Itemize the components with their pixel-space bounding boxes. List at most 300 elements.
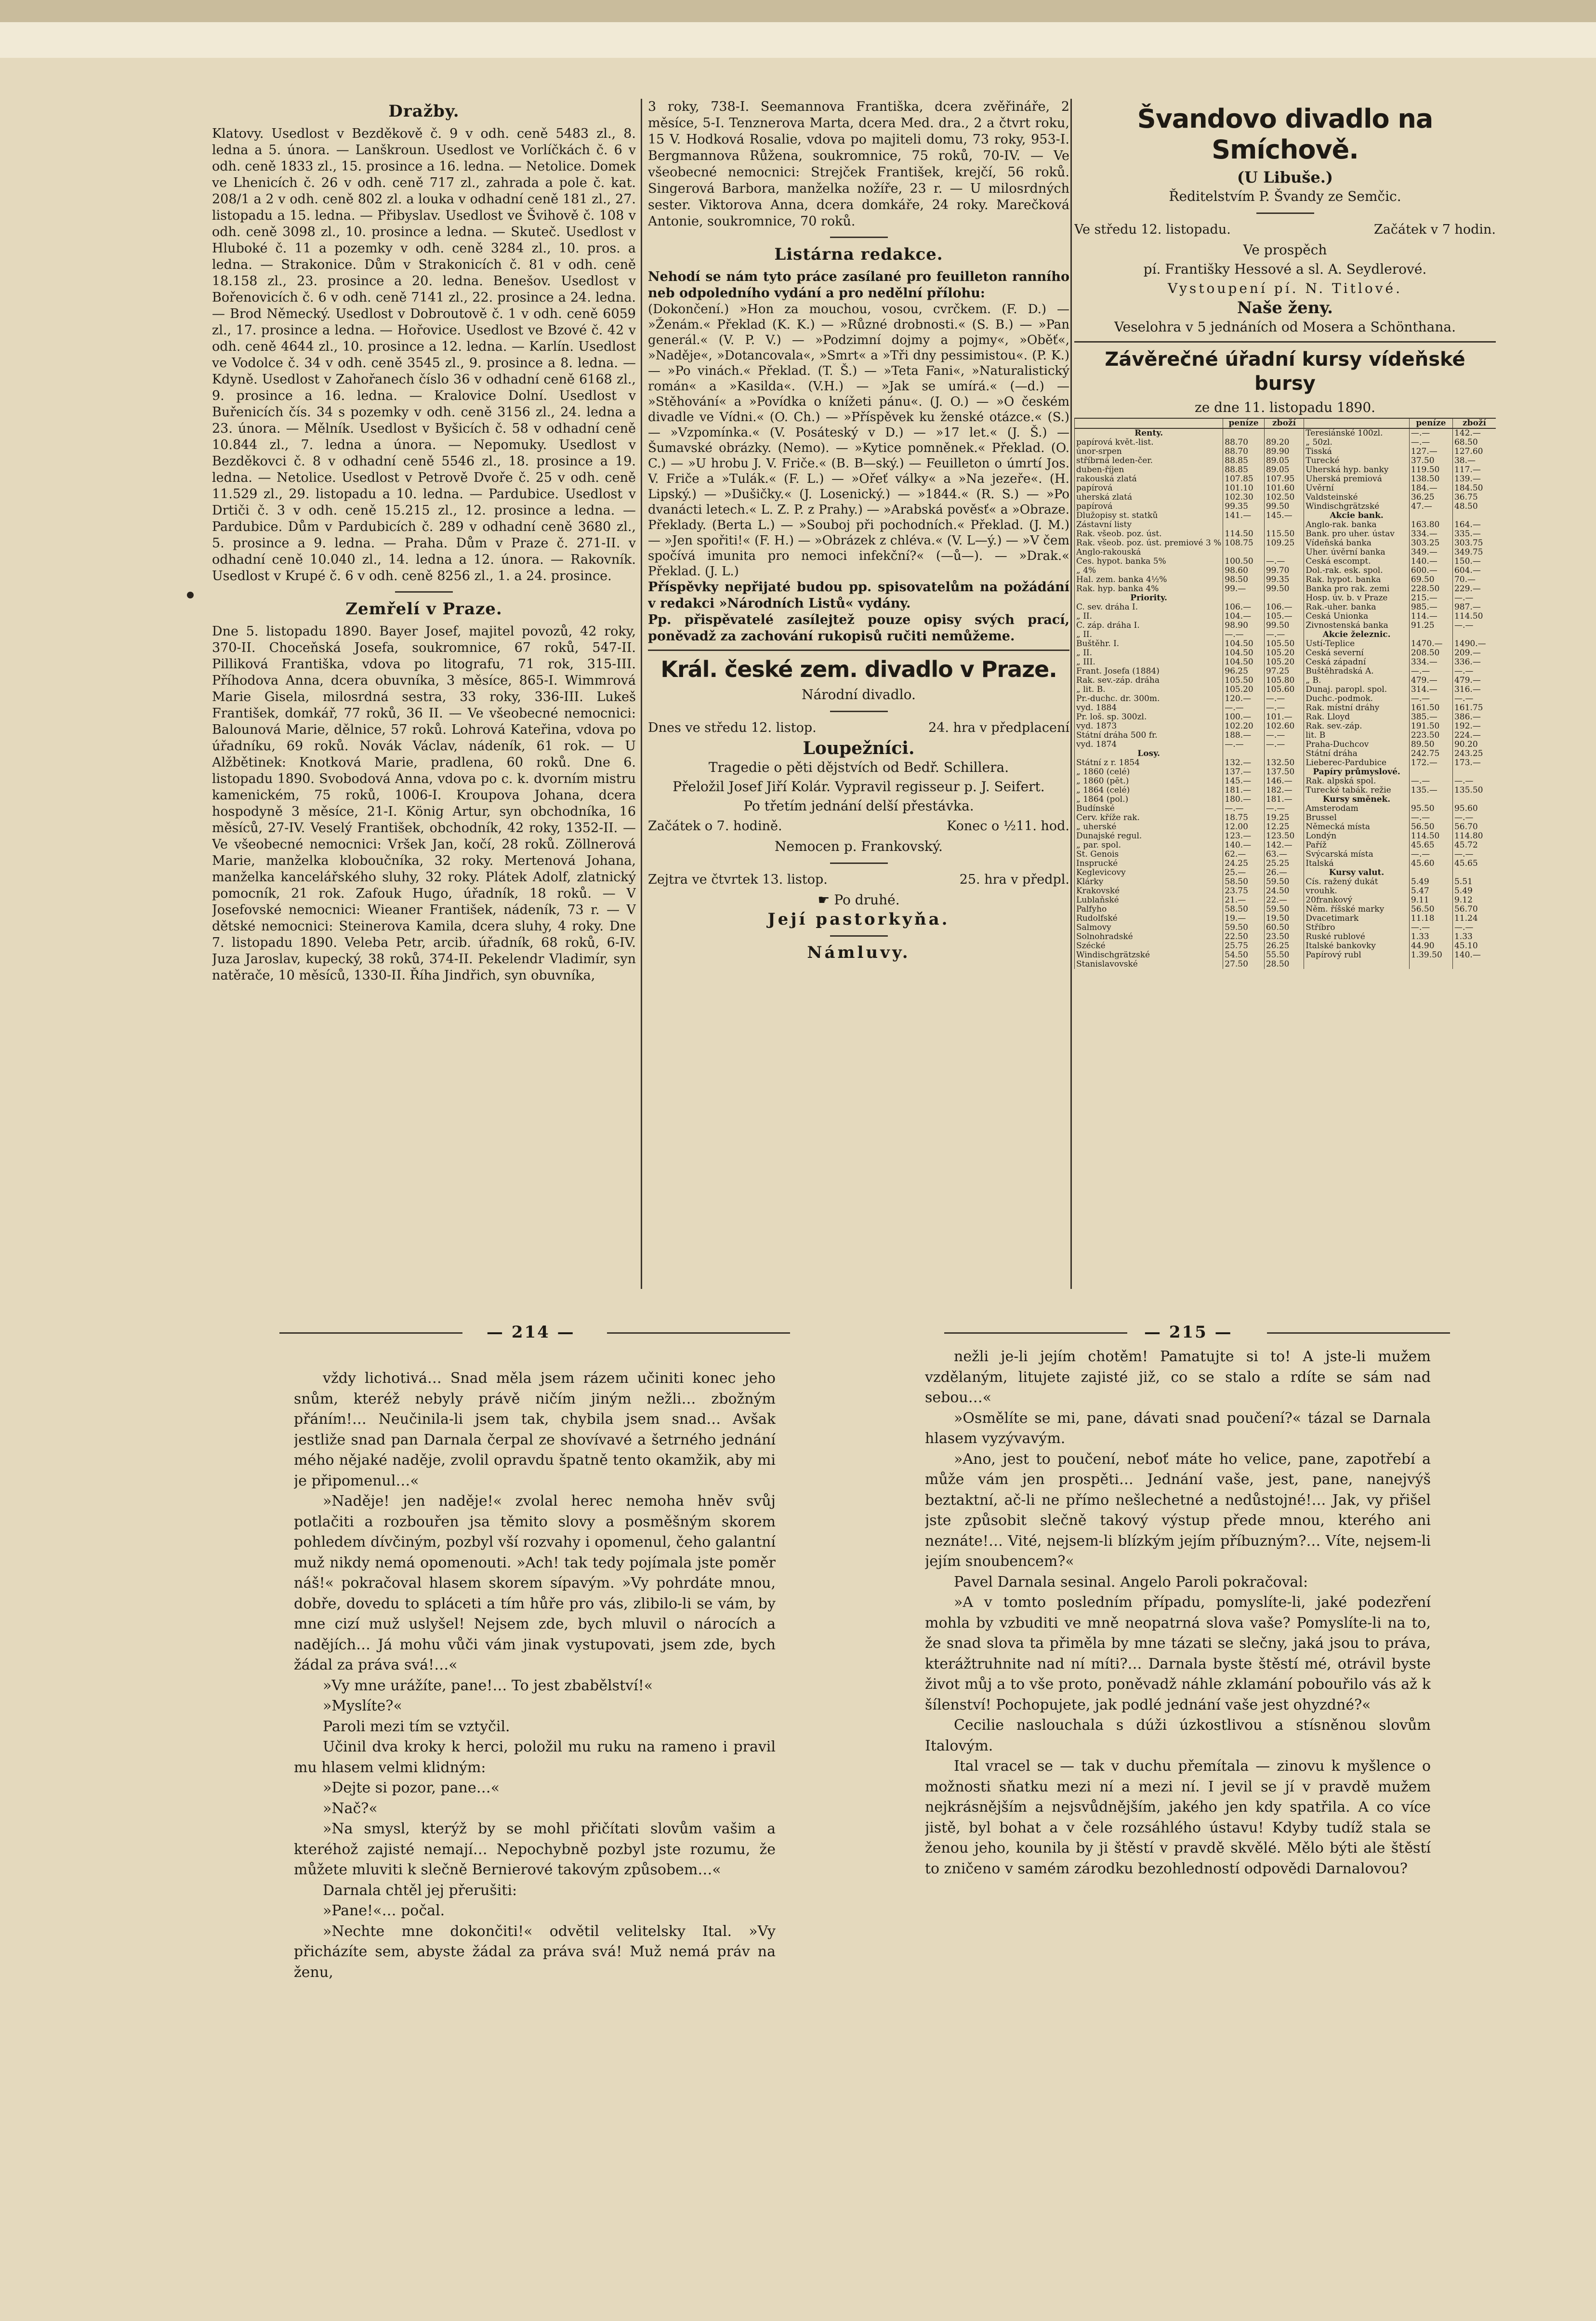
table-cell: 123.50 — [1264, 832, 1304, 841]
table-cell: Krakovské — [1075, 887, 1223, 896]
table-cell: 479.— — [1409, 676, 1452, 685]
table-row — [1075, 795, 1496, 804]
table-cell: Buštěhr. I. — [1075, 639, 1223, 649]
table-cell: 99.70 — [1264, 566, 1304, 575]
table-cell: 119.50 — [1409, 465, 1452, 475]
table-cell: 56.70 — [1452, 822, 1496, 832]
table-cell: 209.— — [1452, 649, 1496, 658]
table-cell: 68.50 — [1452, 438, 1496, 447]
table-cell: 91.25 — [1409, 621, 1452, 630]
table-row — [1075, 511, 1496, 520]
paragraph: Učinil dva kroky k herci, položil mu ruku na rameno i pravil mu hlasem velmi klidným: — [294, 1738, 776, 1776]
table-cell: —.— — [1409, 694, 1452, 703]
table-cell: Palfyho — [1075, 905, 1223, 914]
table-cell: 88.70 — [1223, 447, 1265, 456]
table-row — [1075, 951, 1496, 960]
listarna-note-1: Příspěvky nepřijaté budou pp. spisovatelům na požádání v redakci »Národních Listů« vydány. — [648, 580, 1069, 611]
table-cell: 19.25 — [1264, 813, 1304, 822]
table-cell: 385.— — [1409, 713, 1452, 722]
table-cell: —.— — [1409, 813, 1452, 822]
table-cell: —.— — [1264, 557, 1304, 566]
table-cell: 349.75 — [1452, 548, 1496, 557]
table-cell: 142.— — [1264, 841, 1304, 850]
table-cell: Anglo-rakouská — [1075, 548, 1223, 557]
table-cell — [1264, 749, 1304, 758]
table-cell: 107.95 — [1264, 475, 1304, 484]
table-cell — [1452, 768, 1496, 777]
table-cell: 21.— — [1223, 896, 1265, 905]
table-cell: Kursy valut. — [1304, 868, 1410, 877]
table-cell: Státní dráha — [1304, 749, 1410, 758]
table-cell: Buštěhradská A. — [1304, 667, 1410, 676]
table-row — [1075, 713, 1496, 722]
table-cell: 135.50 — [1452, 786, 1496, 795]
table-cell: Dol.-rak. esk. spol. — [1304, 566, 1410, 575]
hand-pointer-icon: ☛ — [818, 892, 830, 908]
table-cell: Česká escompt. — [1304, 557, 1410, 566]
table-cell: 188.— — [1223, 731, 1265, 740]
table-cell: 89.20 — [1264, 438, 1304, 447]
column-right — [1074, 99, 1496, 1294]
table-cell: papírová květ.-list. — [1075, 438, 1223, 447]
table-cell: papírová — [1075, 484, 1223, 493]
table-row — [1075, 539, 1496, 548]
table-cell: Papíry průmyslové. — [1304, 768, 1410, 777]
table-cell: „ 1864 (celé) — [1075, 786, 1223, 795]
table-cell: Amsterodam — [1304, 804, 1410, 813]
table-cell: 62.— — [1223, 850, 1265, 859]
table-cell: Duchc.-podmok. — [1304, 694, 1410, 703]
table-cell — [1452, 795, 1496, 804]
table-cell: 987.— — [1452, 603, 1496, 612]
column-divider-1 — [641, 99, 642, 1289]
page-top-edge — [0, 0, 1596, 22]
table-cell: Rak.-uher. banka — [1304, 603, 1410, 612]
table-cell: Rak. alpská spol. — [1304, 777, 1410, 786]
table-cell: „ 1860 (celé) — [1075, 768, 1223, 777]
table-cell: 208.50 — [1409, 649, 1452, 658]
table-cell: vyd. 1874 — [1075, 740, 1223, 749]
table-cell — [1452, 960, 1496, 969]
table-cell: 102.60 — [1264, 722, 1304, 731]
table-cell: 89.05 — [1264, 465, 1304, 475]
svandovo-guest: Vystoupení pí. N. Titlové. — [1168, 280, 1402, 296]
table-cell: 120.— — [1223, 694, 1265, 703]
table-cell: 5.47 — [1409, 887, 1452, 896]
table-cell: 223.50 — [1409, 731, 1452, 740]
table-cell: 132.50 — [1264, 758, 1304, 768]
table-cell: vyd. 1884 — [1075, 703, 1223, 713]
rule — [944, 1332, 1127, 1334]
table-cell: 88.85 — [1223, 465, 1265, 475]
table-cell: Praha-Duchcov — [1304, 740, 1410, 749]
table-cell: papírová — [1075, 502, 1223, 511]
section-rule — [1256, 212, 1314, 214]
svandovo-play: Naše ženy. — [1237, 298, 1333, 318]
table-cell: —.— — [1264, 630, 1304, 639]
table-cell: Pr. loš. sp. 300zl. — [1075, 713, 1223, 722]
table-cell: Č. sev. dráha I. — [1075, 603, 1223, 612]
table-cell: 102.20 — [1223, 722, 1265, 731]
paragraph: Paroli mezi tím se vztyčil. — [323, 1718, 510, 1735]
table-cell: Živnostenská banka — [1304, 621, 1410, 630]
table-cell: 184.50 — [1452, 484, 1496, 493]
svandovo-title: Švandovo divadlo na Smíchově. — [1137, 104, 1433, 165]
table-cell: Německá místa — [1304, 822, 1410, 832]
table-cell: Hal. zem. banka 4½% — [1075, 575, 1223, 584]
table-cell: 56.50 — [1409, 905, 1452, 914]
table-cell: 99.50 — [1264, 502, 1304, 511]
table-cell: —.— — [1264, 703, 1304, 713]
table-cell: —.— — [1409, 428, 1452, 438]
table-row — [1075, 493, 1496, 502]
table-cell: 191.50 — [1409, 722, 1452, 731]
table-cell: „ III. — [1075, 658, 1223, 667]
table-cell: 99.35 — [1223, 502, 1265, 511]
svandovo-play-desc: Veselohra v 5 jednáních od Mosera a Schönthana. — [1114, 319, 1456, 335]
table-cell: Windischgrätzské — [1075, 951, 1223, 960]
table-cell: 1490.— — [1452, 639, 1496, 649]
table-cell: „ 1860 (pět.) — [1075, 777, 1223, 786]
table-row — [1075, 758, 1496, 768]
table-cell: 145.— — [1223, 777, 1265, 786]
table-cell: 145.— — [1264, 511, 1304, 520]
table-row — [1075, 896, 1496, 905]
table-cell: 58.50 — [1223, 877, 1265, 887]
table-cell: 55.50 — [1264, 951, 1304, 960]
table-cell: 45.72 — [1452, 841, 1496, 850]
paragraph: »Nechte mne dokončiti!« odvětil velitelsky Ital. »Vy přicházíte sem, abyste žádal za práva svá! Muž nemá práv na ženu, — [294, 1923, 776, 1981]
table-cell: —.— — [1409, 438, 1452, 447]
performance-date-line — [648, 719, 1069, 737]
table-cell: 45.60 — [1409, 859, 1452, 868]
table-cell: 99.— — [1223, 584, 1265, 594]
table-row — [1075, 658, 1496, 667]
table-cell: 45.65 — [1452, 859, 1496, 868]
table-cell: Rak. hypot. banka — [1304, 575, 1410, 584]
cast-notice: Nemocen p. Frankovský. — [775, 838, 943, 854]
table-cell: 180.— — [1223, 795, 1265, 804]
table-cell: 101.— — [1264, 713, 1304, 722]
table-row — [1075, 859, 1496, 868]
paragraph: »A v tomto posledním případu, pomyslíte-li, jaké podezření mohla by vzbuditi ve mně neopatrná slova vaše? Pomyslíte-li na to, že snad slova ta přiměla by mne tázati se slečny, jaká jsou to práva, kterážtruhnite nad ní míti?… Darnala byste štěstí mé, otrávil byste život můj a to vše proto, poněvadž náhle zklamání pobouřilo vás až k šílenství! Pochopujete, jak podlé jednání vaše jest ohyzdné?« — [925, 1594, 1431, 1713]
play-translation: Přeložil Josef Jiří Kolár. Vypravil regisseur p. J. Seifert. — [673, 779, 1045, 795]
table-row — [1075, 530, 1496, 539]
table-cell: Hosp. úv. b. v Praze — [1304, 594, 1410, 603]
table-cell: 59.50 — [1264, 905, 1304, 914]
section-rule — [1074, 341, 1496, 343]
table-cell: 25.— — [1223, 868, 1265, 877]
next-performance-line — [648, 871, 1069, 889]
table-cell — [1409, 795, 1452, 804]
feuilleton-left — [294, 1368, 776, 2226]
paragraph: Ital vracel se — tak v duchu přemítala — zinovu k myšlence o možnosti sňatku mezi ní a mezi ní. I jevil se jí v pravdě mužem nejkrásnějším a nejsvůdnějším, jakého jen kdy spatřila. A co více jistě, byl bohat a v čele rozsáhlého ústavu! Kdyby tudíž stala se ženou jeho, kounila by ji štěstí v pravdě skvělé. Mělo býti ale štěstí to zničeno v samém zárodku bezohledností odpovědi Darnalovou? — [925, 1758, 1431, 1877]
listarna-heading: Listárna redakce. — [774, 245, 943, 264]
table-cell: 105.20 — [1264, 658, 1304, 667]
table-cell: —.— — [1223, 630, 1265, 639]
table-row — [1075, 914, 1496, 923]
column-header: peníze — [1223, 418, 1265, 428]
column-header — [1075, 418, 1223, 428]
table-cell: Zástavní listy — [1075, 520, 1223, 530]
table-cell: 45.10 — [1452, 942, 1496, 951]
table-cell: —.— — [1223, 740, 1265, 749]
table-cell: 47.— — [1409, 502, 1452, 511]
table-cell: 303.75 — [1452, 539, 1496, 548]
table-cell: 11.18 — [1409, 914, 1452, 923]
table-cell: 12.25 — [1264, 822, 1304, 832]
section-rule — [830, 711, 888, 712]
table-cell — [1409, 960, 1452, 969]
svandovo-start: Začátek v 7 hodin. — [1374, 222, 1496, 237]
table-cell: 106.— — [1223, 603, 1265, 612]
column-left — [212, 99, 636, 1229]
column-header: zboží — [1264, 418, 1304, 428]
table-cell: 48.50 — [1452, 502, 1496, 511]
table-cell: Italská — [1304, 859, 1410, 868]
table-cell: 228.50 — [1409, 584, 1452, 594]
table-cell: 56.50 — [1409, 822, 1452, 832]
table-cell: 161.75 — [1452, 703, 1496, 713]
table-row — [1075, 905, 1496, 914]
svandovo-date-line — [1074, 221, 1496, 239]
table-cell: Stříbro — [1304, 923, 1410, 932]
table-cell — [1264, 520, 1304, 530]
table-cell: 101.60 — [1264, 484, 1304, 493]
section-rule — [830, 935, 888, 937]
table-cell: 70.— — [1452, 575, 1496, 584]
table-cell: 19.— — [1223, 914, 1265, 923]
table-cell: Klárky — [1075, 877, 1223, 887]
paragraph: »Nač?« — [323, 1800, 378, 1817]
table-cell: —.— — [1452, 667, 1496, 676]
listarna-note-2: Pp. přispěvatelé zasílejtež pouze opisy svých prací, poněvadž za zachování rukopisů ručiti nemůžeme. — [648, 612, 1069, 644]
table-cell: Č. záp. dráha I. — [1075, 621, 1223, 630]
table-cell: rakouská zlatá — [1075, 475, 1223, 484]
table-cell: 314.— — [1409, 685, 1452, 694]
table-cell: „ par. spol. — [1075, 841, 1223, 850]
table-row — [1075, 923, 1496, 932]
table-cell: 95.60 — [1452, 804, 1496, 813]
table-cell: Švýcarská místa — [1304, 850, 1410, 859]
table-cell: Priority. — [1075, 594, 1223, 603]
table-cell: 96.25 — [1223, 667, 1265, 676]
table-cell — [1452, 630, 1496, 639]
table-cell: 38.— — [1452, 456, 1496, 465]
table-header-row — [1075, 418, 1496, 428]
table-cell: —.— — [1452, 621, 1496, 630]
performance-date: Dnes ve středu 12. listop. — [648, 720, 817, 735]
table-row — [1075, 557, 1496, 566]
table-row — [1075, 877, 1496, 887]
table-row — [1075, 584, 1496, 594]
table-cell — [1223, 749, 1265, 758]
table-cell: 26.— — [1264, 868, 1304, 877]
table-cell: —.— — [1452, 594, 1496, 603]
table-cell: 5.49 — [1452, 887, 1496, 896]
table-cell: Dlužopisy st. statků — [1075, 511, 1223, 520]
table-row — [1075, 502, 1496, 511]
table-cell: Bank. pro uher. ústav — [1304, 530, 1410, 539]
table-cell: Uherská hyp. banky — [1304, 465, 1410, 475]
table-cell: 25.25 — [1264, 859, 1304, 868]
column-middle — [648, 99, 1069, 1327]
column-divider-2 — [1070, 99, 1072, 1289]
table-cell: 140.— — [1223, 841, 1265, 850]
table-cell: 22.— — [1264, 896, 1304, 905]
table-cell: —.— — [1452, 813, 1496, 822]
table-cell: St. Genois — [1075, 850, 1223, 859]
table-cell: 24.25 — [1223, 859, 1265, 868]
table-cell: —.— — [1409, 667, 1452, 676]
table-cell: 36.25 — [1409, 493, 1452, 502]
table-row — [1075, 740, 1496, 749]
table-cell: 69.50 — [1409, 575, 1452, 584]
table-cell: 105.20 — [1264, 649, 1304, 658]
table-cell: 132.— — [1223, 758, 1265, 768]
paragraph: »Osmělíte se mi, pane, dávati snad poučení?« tázal se Darnala hlasem vyzývavým. — [925, 1409, 1431, 1447]
page-number-left: — 214 — — [487, 1323, 575, 1342]
table-cell: 224.— — [1452, 731, 1496, 740]
table-cell: únor-srpen — [1075, 447, 1223, 456]
next-date: Zejtra ve čtvrtek 13. listop. — [648, 872, 828, 887]
drazby-heading: Dražby. — [388, 102, 460, 121]
table-cell — [1264, 548, 1304, 557]
table-cell: Szécké — [1075, 942, 1223, 951]
table-cell: 98.50 — [1223, 575, 1265, 584]
table-cell: 28.50 — [1264, 960, 1304, 969]
table-cell: Akcie železnic. — [1304, 630, 1410, 639]
table-cell: 104.— — [1223, 612, 1265, 621]
table-cell — [1452, 868, 1496, 877]
table-cell — [1223, 548, 1265, 557]
paragraph: »Vy mne urážíte, pane!… To jest zbabělství!« — [323, 1677, 653, 1694]
ink-spot — [187, 592, 194, 598]
table-cell — [1409, 868, 1452, 877]
table-cell: 349.— — [1409, 548, 1452, 557]
table-row — [1075, 621, 1496, 630]
table-cell: Ústí-Teplice — [1304, 639, 1410, 649]
table-cell: 88.70 — [1223, 438, 1265, 447]
exchange-rates-table — [1074, 418, 1496, 969]
table-cell: 97.25 — [1264, 667, 1304, 676]
table-cell: —.— — [1264, 804, 1304, 813]
table-cell: 104.50 — [1223, 658, 1265, 667]
table-cell: Něm. říšské marky — [1304, 905, 1410, 914]
table-row — [1075, 548, 1496, 557]
table-cell: „ 1864 (pol.) — [1075, 795, 1223, 804]
table-cell: Uherská premiová — [1304, 475, 1410, 484]
table-cell: 182.— — [1264, 786, 1304, 795]
table-cell: 88.85 — [1223, 456, 1265, 465]
table-cell: 98.90 — [1223, 621, 1265, 630]
table-cell: —.— — [1452, 694, 1496, 703]
rule — [279, 1332, 462, 1334]
table-row — [1075, 868, 1496, 877]
table-row — [1075, 456, 1496, 465]
rule — [607, 1332, 790, 1334]
table-cell: —.— — [1452, 777, 1496, 786]
table-cell: 115.50 — [1264, 530, 1304, 539]
table-cell: 184.— — [1409, 484, 1452, 493]
table-cell: „ lit. B. — [1075, 685, 1223, 694]
table-cell: 99.50 — [1264, 621, 1304, 630]
table-cell: 192.— — [1452, 722, 1496, 731]
table-cell: 1.33 — [1452, 932, 1496, 942]
table-cell: 181.— — [1264, 795, 1304, 804]
svandovo-date: Ve středu 12. listopadu. — [1074, 222, 1231, 237]
table-cell: Rak. místní dráhy — [1304, 703, 1410, 713]
table-cell: 23.50 — [1264, 932, 1304, 942]
table-cell: 242.75 — [1409, 749, 1452, 758]
table-cell: Lieberec-Pardubice — [1304, 758, 1410, 768]
table-cell: —.— — [1409, 850, 1452, 859]
table-cell: Státní z r. 1854 — [1075, 758, 1223, 768]
table-cell: 1.39.50 — [1409, 951, 1452, 960]
table-row — [1075, 649, 1496, 658]
table-cell: 123.— — [1223, 832, 1265, 841]
table-cell: 59.50 — [1223, 923, 1265, 932]
zemreli-heading: Zemřelí v Praze. — [345, 599, 502, 619]
table-cell: 114.80 — [1452, 832, 1496, 841]
table-row — [1075, 438, 1496, 447]
table-cell: Budínské — [1075, 804, 1223, 813]
table-row — [1075, 786, 1496, 795]
rule — [1267, 1332, 1450, 1334]
table-row — [1075, 612, 1496, 621]
table-cell: Česká Unionka — [1304, 612, 1410, 621]
table-cell: 107.85 — [1223, 475, 1265, 484]
table-cell: 102.50 — [1264, 493, 1304, 502]
table-cell: stříbrná leden-čer. — [1075, 456, 1223, 465]
table-cell: Dvacetimark — [1304, 914, 1410, 923]
table-cell: 161.50 — [1409, 703, 1452, 713]
table-row — [1075, 676, 1496, 685]
table-row — [1075, 566, 1496, 575]
table-row — [1075, 813, 1496, 822]
table-row — [1075, 942, 1496, 951]
table-cell: 12.00 — [1223, 822, 1265, 832]
table-cell: Anglo-rak. banka — [1304, 520, 1410, 530]
table-cell: 138.50 — [1409, 475, 1452, 484]
column-header — [1304, 418, 1410, 428]
listarna-text: (Dokončení.) »Hon za mouchou, vosou, cvrčkem. (F. D.) — »Ženám.« Překlad (K. K.) — »Různé drobnosti.« (S. B.) — »Pan generál.« (V. P. V.) — »Podzimní dojmy a pojmy«, »Oběť«, »Naděje«, »Dotancovala«, »Smrt« a »Tři dny pessimistou«. (P. K.) — »Po vinách.« Překlad. (T. Š.) — »Teta Fani«, »Naturalistický román« a »Kasilda«. (V.H.) — »Jak se umírá.« (—d.) — »Stěhování« a »Povídka o knížeti pánu«. (J. O.) — »O českém divadle ve Vídni.« (O. Ch.) — »Příspěvek ku ženské otázce.« (S.) — »Vzpomínka.« (V. Posáteský v D.) — »17 let.« (J. Š.) — Šumavské obrázky. (Nemo). — »Kytice pomněnek.« Překlad. (O. C.) — »U hrobu J. V. Friče.« (B. B—ský.) — Feuilleton o úmrtí Jos. V. Friče a »Tulák.« (F. L.) — »Ořeť války« a »Na jezeře«. (H. Lipský.) — »Dušičky.« (J. Losenický.) — »1844.« (R. S.) — »Po dvanácti letech.« L. Z. P. z Prahy.) — »Arabská pověsť« a »Obraze. Překlady. (Berta L.) — »Souboj při pochodních.« Překlad. (J. M.) — »Jen spořiti!« (F. H.) — »Obrázek z chlévа.« (V. L—ý.) — »V čem spočívá imunita pro nemoci infekční?« (—ů—). — »Drak.« Překlad. (J. L.) — [648, 302, 1069, 579]
table-cell: 5.49 — [1409, 877, 1452, 887]
play-description: Tragedie o pěti dějstvích od Bedř. Schillera. — [708, 759, 1009, 775]
table-cell: „ 4% — [1075, 566, 1223, 575]
table-cell: Úvěrní — [1304, 484, 1410, 493]
table-cell: Rak. sev.-záp. dráha — [1075, 676, 1223, 685]
table-cell: 479.— — [1452, 676, 1496, 685]
table-cell: 336.— — [1452, 658, 1496, 667]
table-cell: 59.50 — [1264, 877, 1304, 887]
table-cell: 139.— — [1452, 475, 1496, 484]
table-cell: 386.— — [1452, 713, 1496, 722]
table-cell: Salmovy — [1075, 923, 1223, 932]
drazby-text: Klatovy. Usedlost v Bezděkově č. 9 v odh. ceně 5483 zl., 8. ledna a 5. února. — Lanškroun. Usedlost ve Vorlíčkách č. 6 v odh. ceně 1833 zl., 15. prosince a 16. ledna. — Netolice. Domek ve Lhenicích č. 26 v odh. ceně 717 zl., zahrada a pole č. kat. 208/1 a 2 v odh. ceně 802 zl. a louka v odhadní ceně 181 zl., 27. listopadu a 15. ledna. — Přibyslav. Usedlost ve Švihově č. 108 v odh. ceně 3098 zl., 10. prosince a ledna. — Skuteč. Usedlost v Hluboké č. 11 a pozemky v odh. ceně 3284 zl., 10. pros. a ledna. — Strakonice. Dům v Strakonicích č. 81 v odh. ceně 18.158 zl., 23. prosince a 20. ledna. Benešov. Usedlost v Bořenovicích č. 6 v odh. ceně 7141 zl., 22. prosince a 24. ledna. — Brod Německý. Usedlost v Dobroutově č. 1 v odh. ceně 6059 zl., 17. prosince a ledna. — Hořovice. Usedlost ve Bzové č. 42 v odh. ceně 4644 zl., 10. prosince a 12. ledna. — Karlín. Usedlost ve Vodolce č. 34 v odh. ceně 3545 zl., 9. prosince a 8. ledna. — Kdyně. Usedlost v Zahořanech číslo 36 v odhadní ceně 6168 zl., 9. prosince a 16. ledna. — Kralovice Dolní. Usedlost v Buřenicích čís. 34 s pozemky v odh. ceně 3156 zl., 24. ledna a 23. února. — Mělník. Usedlost v Byšicích č. 58 v odhadní ceně 10.844 zl., 7. ledna a února. — Nepomuky. Usedlost v Bezděkovci č. 8 v odhadní ceně 5546 zl., 18. prosince a 19. ledna. — Netolice. Usedlost v Petrově Dvoře č. 25 v odh. ceně 11.529 zl., 29. listopadu a 10. ledna. — Pardubice. Usedlost v Drtiči č. 3 v odh. ceně 15.215 zl., 12. prosince a ledna. — Pardubice. Dům v Pardubicích č. 289 v odhadní ceně 3680 zl., 5. prosince a 9. ledna. — Praha. Dům v Praze č. 271-II. v odhadní ceně 10.040 zl., 14. ledna a 12. února. — Rakovník. Usedlost v Krupé č. 6 v odh. ceně 8256 zl., 1. a 24. prosince. — [212, 126, 636, 584]
table-cell: „ uherské — [1075, 822, 1223, 832]
listarna-lead: Nehodí se nám tyto práce zasílané pro feuilleton ranního neb odpoledního vydání a pro nedělní přílohu: — [648, 269, 1069, 301]
paragraph: Pavel Darnala sesinal. Angelo Paroli pokračoval: — [954, 1573, 1308, 1591]
table-row — [1075, 520, 1496, 530]
section-rule — [830, 237, 888, 238]
table-cell: 105.— — [1264, 612, 1304, 621]
table-cell: 89.05 — [1264, 456, 1304, 465]
table-cell: 56.70 — [1452, 905, 1496, 914]
table-cell: 27.50 — [1223, 960, 1265, 969]
table-cell: 114.50 — [1409, 832, 1452, 841]
table-cell: Keglevicovy — [1075, 868, 1223, 877]
